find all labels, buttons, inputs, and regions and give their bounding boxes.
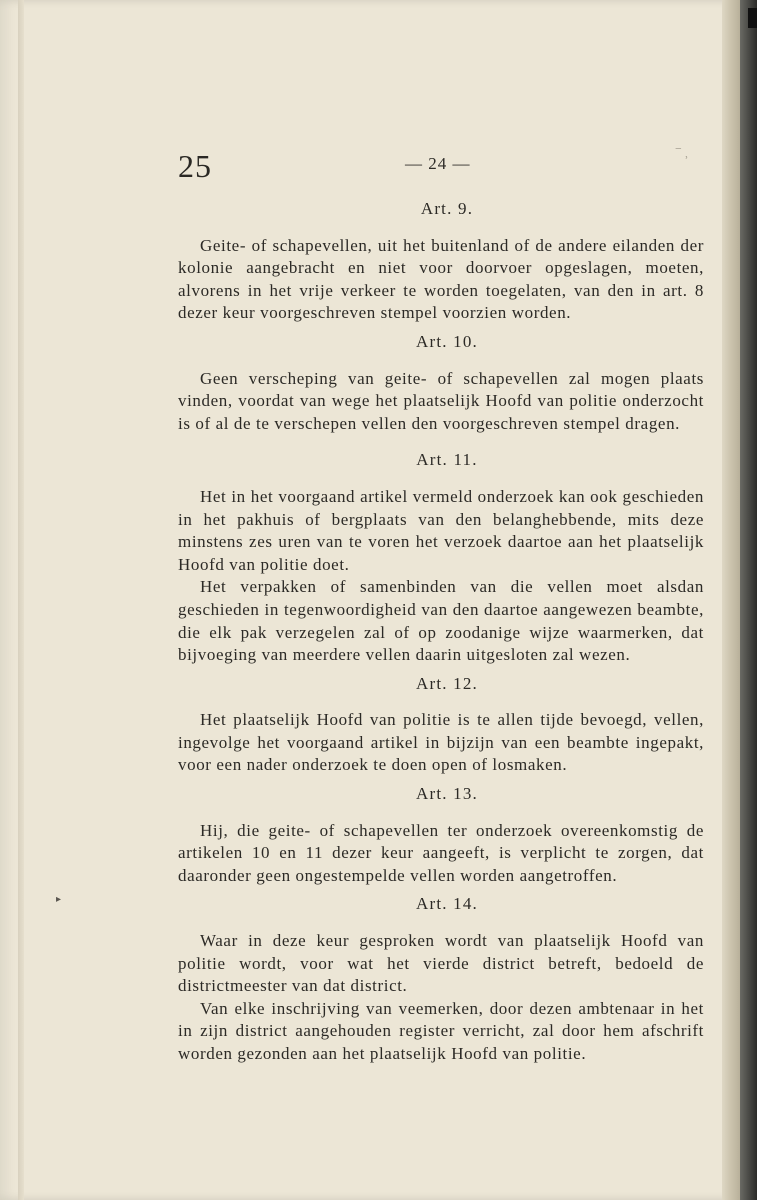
article-body <box>178 930 704 1066</box>
article-body <box>178 486 704 667</box>
article-10 <box>178 331 704 435</box>
corner-tick-mark: ‾ ˒ <box>676 148 689 163</box>
binding-gutter <box>18 0 24 1200</box>
article-9 <box>178 198 704 325</box>
running-head-page-number: — 24 — <box>405 154 471 173</box>
paragraph: Het verpakken of samenbinden van die vellen moet alsdan geschieden in tegenwoordigheid van den daartoe aangewezen beambte, die elk pak verzegelen zal of op zoodanige wijze waarmerken, dat bijvoeging van meerdere vellen daarin uitgesloten zal wezen. <box>178 577 704 665</box>
page-folio-number: 25 <box>178 148 212 184</box>
spine-tab-mark <box>748 8 757 28</box>
paragraph: Geite- of schapevellen, uit het buitenland of de andere eilanden der kolonie aangebracht en niet voor doorvoer opgeslagen, moeten, alvorens in het vrije verkeer te worden toegelaten, van den in art. 8 dezer keur voorgeschreven stempel voorzien worden. <box>178 235 704 323</box>
article-heading: Art. 11. <box>416 450 478 470</box>
article-body <box>178 368 704 436</box>
article-11 <box>178 449 704 666</box>
article-body <box>178 709 704 777</box>
book-spine <box>740 0 757 1200</box>
paragraph: Waar in deze keur gesproken wordt van plaatselijk Hoofd van politie wordt, voor wat het vierde district betreft, bedoeld de districtmeester van dat district. <box>178 931 704 996</box>
paragraph: Van elke inschrijving van veemerken, door dezen ambtenaar in het in zijn district aangehouden register verricht, zal door hem afschrift worden gezonden aan het plaatselijk Hoofd van politie. <box>178 998 704 1063</box>
article-13 <box>178 783 704 887</box>
body-text <box>178 198 704 1066</box>
article-heading: Art. 10. <box>415 331 478 351</box>
article-heading: Art. 14. <box>415 894 478 914</box>
stray-ink-dot: ▸ <box>56 894 62 905</box>
paragraph: Het plaatselijk Hoofd van politie is te allen tijde bevoegd, vellen, ingevolge het voorgaand artikel in bijzijn van een beambte ingepakt, voor een nader onderzoek te doen open of losmaken. <box>178 710 704 775</box>
article-body <box>178 235 704 325</box>
article-heading: Art. 9. <box>420 199 474 218</box>
paragraph: Geen verscheping van geite- of schapevellen zal mogen plaats vinden, voordat van wege het plaatselijk Hoofd van politie onderzocht is of al de te verschepen vellen den voorgeschreven stempel dragen. <box>178 368 704 433</box>
article-heading: Art. 13. <box>415 784 478 804</box>
article-12 <box>178 673 704 777</box>
paragraph: Hij, die geite- of schapevellen ter onderzoek overeenkomstig de artikelen 10 en 11 dezer keur aangeeft, is verplicht te zorgen, dat daaronder geen ongestempelde vellen worden aangetroffen. <box>178 820 704 885</box>
paragraph: Het in het voorgaand artikel vermeld onderzoek kan ook geschieden in het pakhuis of bergplaats van den belanghebbende, mits deze minstens zes uren van te voren het verzoek daartoe aan het plaatselijk Hoofd van politie doet. <box>178 486 704 574</box>
article-heading: Art. 12. <box>415 673 478 693</box>
article-14 <box>178 893 704 1065</box>
page-edge-shadow <box>722 0 740 1200</box>
article-body <box>178 820 704 888</box>
